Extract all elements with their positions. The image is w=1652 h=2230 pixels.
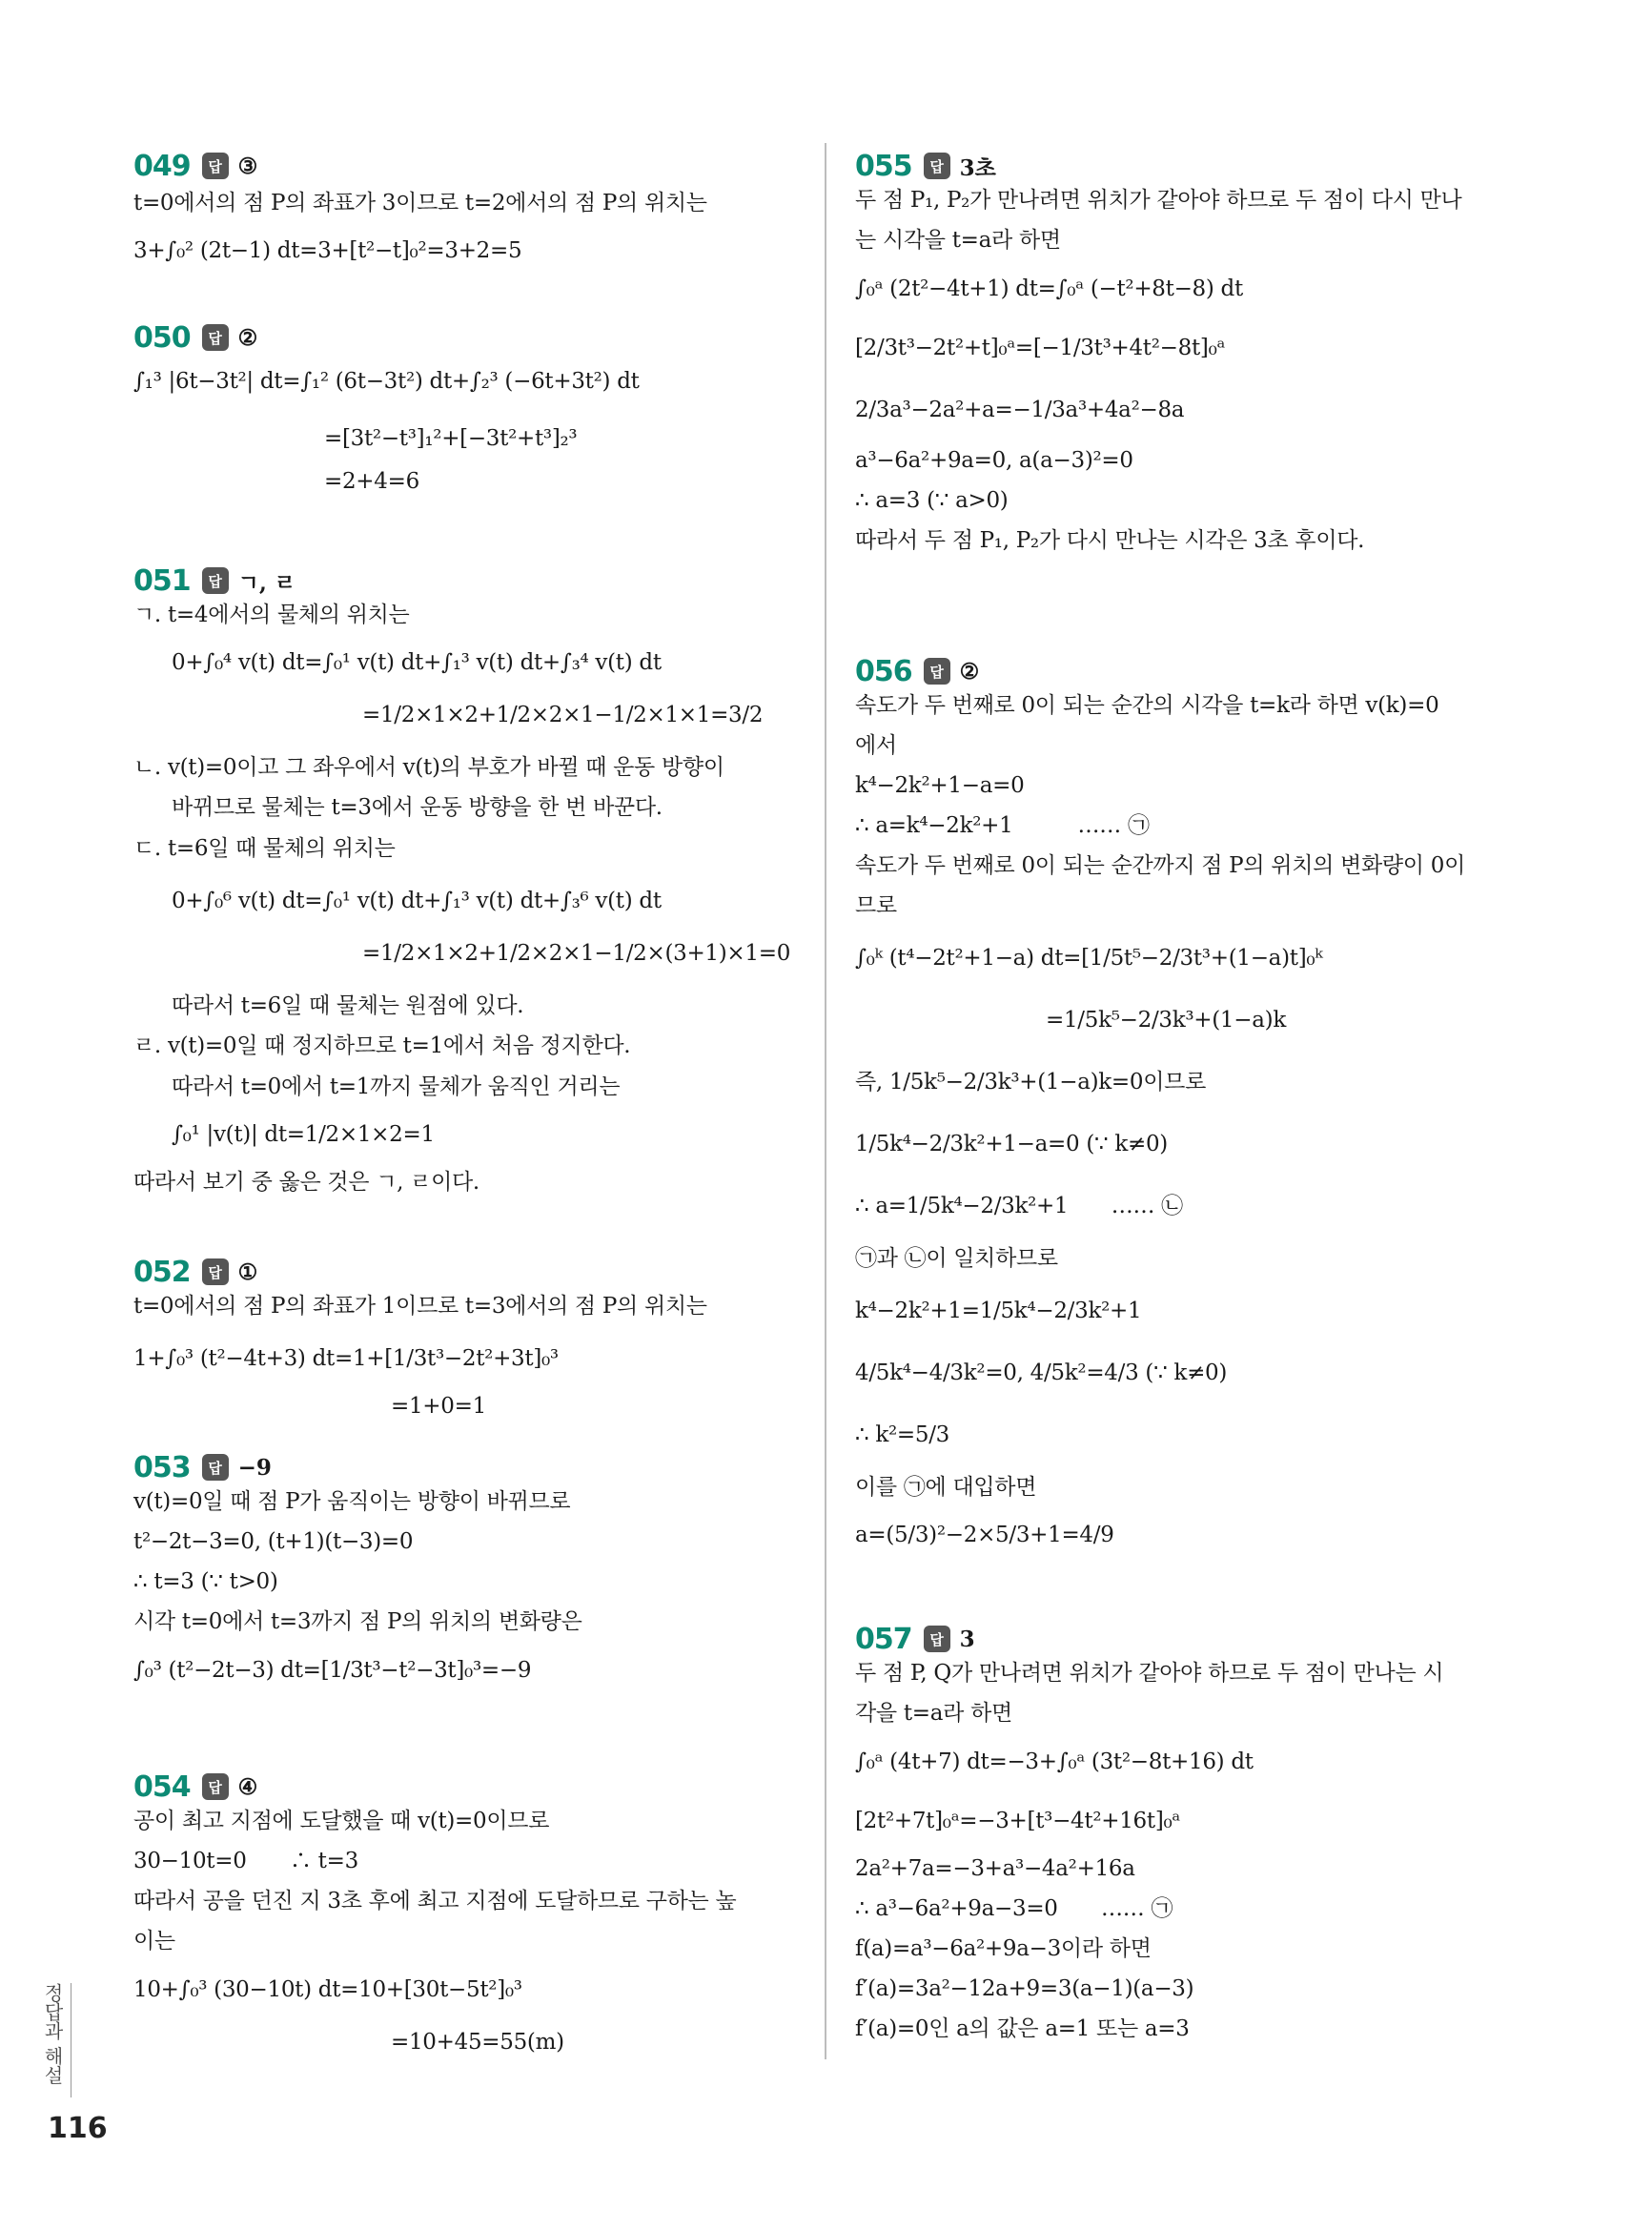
solution-line: =1/2×1×2+1/2×2×1−1/2×1×1=3/2 (362, 703, 764, 727)
solution-line: ∫₁³ |6t−3t²| dt=∫₁² (6t−3t²) dt+∫₂³ (−6t+3t²) dt (133, 369, 640, 394)
problem-050 (133, 315, 791, 494)
solution-line: ∴ a=k⁴−2k²+1 …… ㉠ (855, 813, 1150, 838)
solution-line: 2/3a³−2a²+a=−1/3a³+4a²−8a (855, 398, 1185, 422)
solution-line: 두 점 P₁, P₂가 만나려면 위치가 같아야 하므로 두 점이 다시 만나 (855, 188, 1462, 213)
solution-line: 2a²+7a=−3+a³−4a²+16a (855, 1856, 1135, 1881)
solution-line: f′(a)=0인 a의 값은 a=1 또는 a=3 (855, 2016, 1190, 2041)
problem-header (133, 1444, 791, 1490)
solution-line: 에서 (855, 733, 897, 758)
answer-value: ④ (237, 1773, 258, 1800)
solution-line: ㄱ. t=4에서의 물체의 위치는 (133, 603, 410, 627)
solution-line: 10+∫₀³ (30−10t) dt=10+[30t−5t²]₀³ (133, 1977, 522, 2002)
solution-line: 각을 t=a라 하면 (855, 1701, 1012, 1726)
problem-051 (133, 558, 791, 1195)
answer-value: ① (237, 1258, 258, 1285)
column-divider (825, 143, 826, 2059)
problem-header (855, 648, 1522, 694)
solution-line: 1+∫₀³ (t²−4t+3) dt=1+[1/3t³−2t²+3t]₀³ (133, 1346, 559, 1371)
answer-badge: 답 (202, 324, 229, 351)
answer-badge: 답 (202, 1773, 229, 1800)
solution-line: ∫₀ᵃ (4t+7) dt=−3+∫₀ᵃ (3t²−8t+16) dt (855, 1749, 1254, 1774)
solution-line: 즉, 1/5k⁵−2/3k³+(1−a)k=0이므로 (855, 1070, 1206, 1095)
solution-line: [2/3t³−2t²+t]₀ᵃ=[−1/3t³+4t²−8t]₀ᵃ (855, 336, 1226, 360)
answer-badge: 답 (924, 658, 950, 685)
answer-value: −9 (237, 1454, 272, 1481)
problem-057 (855, 1616, 1522, 2041)
solution-line: [2t²+7t]₀ᵃ=−3+[t³−4t²+16t]₀ᵃ (855, 1809, 1180, 1833)
answer-badge: 답 (202, 567, 229, 594)
solution-line: =[3t²−t³]₁²+[−3t²+t³]₂³ (324, 426, 578, 451)
solution-line: 므로 (855, 893, 897, 918)
solution-line: =1/2×1×2+1/2×2×1−1/2×(3+1)×1=0 (362, 941, 791, 966)
solution-line: 바뀌므로 물체는 t=3에서 운동 방향을 한 번 바꾼다. (172, 795, 663, 820)
solution-line: ∴ a=1/5k⁴−2/3k²+1 …… ㉡ (855, 1194, 1183, 1218)
solution-line: 따라서 t=6일 때 물체는 원점에 있다. (172, 993, 524, 1018)
solution-line: 따라서 두 점 P₁, P₂가 다시 만나는 시각은 3초 후이다. (855, 528, 1365, 553)
solution-line: 1/5k⁴−2/3k²+1−a=0 (∵ k≠0) (855, 1132, 1168, 1156)
solution-line: ∫₀³ (t²−2t−3) dt=[1/3t³−t²−3t]₀³=−9 (133, 1658, 532, 1683)
problem-header (133, 558, 791, 604)
problem-header (855, 143, 1522, 189)
solution-line: 이를 ㉠에 대입하면 (855, 1475, 1037, 1500)
problem-number: 049 (133, 149, 191, 183)
solution-line: 4/5k⁴−4/3k²=0, 4/5k²=4/3 (∵ k≠0) (855, 1361, 1228, 1385)
solution-line: 속도가 두 번째로 0이 되는 순간의 시각을 t=k라 하면 v(k)=0 (855, 693, 1439, 718)
solution-line: 따라서 공을 던진 지 3초 후에 최고 지점에 도달하므로 구하는 높 (133, 1889, 737, 1913)
solution-line: 3+∫₀² (2t−1) dt=3+[t²−t]₀²=3+2=5 (133, 238, 522, 263)
solution-line: =1/5k⁵−2/3k³+(1−a)k (1046, 1008, 1286, 1033)
problem-header (133, 1249, 791, 1295)
solution-line: ㄷ. t=6일 때 물체의 위치는 (133, 836, 396, 861)
answer-badge: 답 (202, 153, 229, 179)
answer-badge: 답 (202, 1454, 229, 1481)
page-number: 116 (48, 2112, 108, 2145)
problem-number: 057 (855, 1622, 912, 1656)
solution-line: ∫₀¹ |v(t)| dt=1/2×1×2=1 (172, 1122, 435, 1147)
answer-badge: 답 (924, 1626, 950, 1652)
problem-number: 053 (133, 1450, 191, 1484)
answer-value: ㄱ, ㄹ (237, 569, 296, 596)
problem-053 (133, 1444, 791, 1683)
answer-value: ② (959, 658, 980, 685)
problem-number: 051 (133, 563, 191, 598)
solution-line: t=0에서의 점 P의 좌표가 1이므로 t=3에서의 점 P의 위치는 (133, 1294, 707, 1319)
answer-value: ③ (237, 153, 258, 179)
answer-value: ② (237, 324, 258, 351)
solution-line: ㄹ. v(t)=0일 때 정지하므로 t=1에서 처음 정지한다. (133, 1033, 631, 1058)
solution-line: 시각 t=0에서 t=3까지 점 P의 위치의 변화량은 (133, 1609, 582, 1634)
solution-line: 는 시각을 t=a라 하면 (855, 228, 1061, 253)
solution-line: 30−10t=0 ∴ t=3 (133, 1849, 358, 1873)
solution-line: t=0에서의 점 P의 좌표가 3이므로 t=2에서의 점 P의 위치는 (133, 191, 707, 215)
solution-line: a³−6a²+9a=0, a(a−3)²=0 (855, 448, 1133, 473)
answer-value: 3초 (959, 154, 996, 181)
solution-line: 속도가 두 번째로 0이 되는 순간까지 점 P의 위치의 변화량이 0이 (855, 853, 1465, 878)
solution-line: 0+∫₀⁴ v(t) dt=∫₀¹ v(t) dt+∫₁³ v(t) dt+∫₃⁴ v(t) dt (172, 650, 662, 675)
solution-line: t²−2t−3=0, (t+1)(t−3)=0 (133, 1529, 414, 1554)
answer-badge: 답 (924, 153, 950, 179)
solution-line: a=(5/3)²−2×5/3+1=4/9 (855, 1523, 1114, 1547)
problem-number: 055 (855, 149, 912, 183)
problem-header (133, 315, 791, 360)
solution-line: =1+0=1 (391, 1394, 486, 1419)
solution-line: ∫₀ᵏ (t⁴−2t²+1−a) dt=[1/5t⁵−2/3t³+(1−a)t]₀ᵏ (855, 946, 1323, 971)
solution-line: ∴ k²=5/3 (855, 1422, 949, 1447)
solution-line: ∴ a³−6a²+9a−3=0 …… ㉠ (855, 1896, 1173, 1921)
answer-value: 3 (959, 1626, 975, 1652)
problem-header (133, 143, 791, 189)
problem-number: 052 (133, 1255, 191, 1289)
solution-line: f(a)=a³−6a²+9a−3이라 하면 (855, 1936, 1152, 1961)
solution-line: ∫₀ᵃ (2t²−4t+1) dt=∫₀ᵃ (−t²+8t−8) dt (855, 276, 1243, 301)
problem-number: 054 (133, 1770, 191, 1804)
problem-054 (133, 1764, 791, 2055)
solution-line: 공이 최고 지점에 도달했을 때 v(t)=0이므로 (133, 1809, 550, 1833)
solution-line: k⁴−2k²+1−a=0 (855, 773, 1025, 798)
problem-055 (855, 143, 1522, 553)
solution-line: =10+45=55(m) (391, 2030, 564, 2055)
solution-line: 이는 (133, 1929, 175, 1954)
solution-line: v(t)=0일 때 점 P가 움직이는 방향이 바뀌므로 (133, 1489, 571, 1514)
problem-number: 056 (855, 654, 912, 688)
problem-number: 050 (133, 320, 191, 355)
solution-line: 따라서 t=0에서 t=1까지 물체가 움직인 거리는 (172, 1074, 621, 1099)
solution-line: 따라서 보기 중 옳은 것은 ㄱ, ㄹ이다. (133, 1170, 479, 1195)
problem-header (133, 1764, 791, 1810)
problem-header (855, 1616, 1522, 1662)
section-side-label: 정답과 해설 (38, 1983, 71, 2097)
solution-line: ㉠과 ㉡이 일치하므로 (855, 1246, 1058, 1271)
problem-049 (133, 143, 791, 263)
problem-056 (855, 648, 1522, 1547)
answer-badge: 답 (202, 1258, 229, 1285)
solution-line: ∴ a=3 (∵ a>0) (855, 488, 1009, 513)
solution-line: ㄴ. v(t)=0이고 그 좌우에서 v(t)의 부호가 바뀔 때 운동 방향이 (133, 755, 724, 780)
solution-line: ∴ t=3 (∵ t>0) (133, 1569, 278, 1594)
solution-line: f′(a)=3a²−12a+9=3(a−1)(a−3) (855, 1976, 1194, 2001)
solution-line: 0+∫₀⁶ v(t) dt=∫₀¹ v(t) dt+∫₁³ v(t) dt+∫₃⁶ v(t) dt (172, 889, 662, 913)
solution-line: 두 점 P, Q가 만나려면 위치가 같아야 하므로 두 점이 만나는 시 (855, 1661, 1444, 1686)
problem-052 (133, 1249, 791, 1419)
solution-line: k⁴−2k²+1=1/5k⁴−2/3k²+1 (855, 1299, 1142, 1323)
solution-line: =2+4=6 (324, 469, 419, 494)
